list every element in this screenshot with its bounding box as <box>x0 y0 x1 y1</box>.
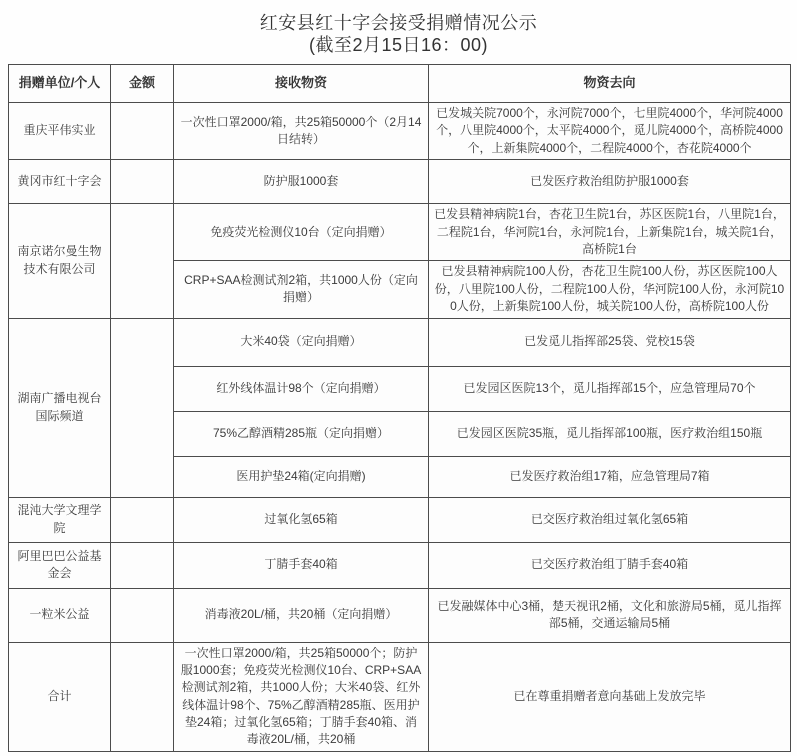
header-destination: 物资去向 <box>429 64 791 102</box>
destination-cell: 已发城关院7000个，永河院7000个，七里院4000个，华河院4000个，八里院4000个，太平院4000个，觅儿院4000个，高桥院4000个，上新集院4000个，二程院4000个，杏花院4000个 <box>429 102 791 159</box>
table-header <box>9 64 791 102</box>
header-amount: 金额 <box>111 64 174 102</box>
table-row <box>9 318 791 366</box>
materials-cell: CRP+SAA检测试剂2箱，共1000人份（定向捐赠） <box>174 261 429 318</box>
amount-cell <box>111 642 174 751</box>
amount-cell <box>111 542 174 588</box>
donor-cell: 重庆平伟实业 <box>9 102 111 159</box>
donor-cell: 湖南广播电视台国际频道 <box>9 318 111 497</box>
amount-cell <box>111 204 174 318</box>
destination-cell: 已发医疗救治组防护服1000套 <box>429 160 791 204</box>
amount-cell <box>111 318 174 497</box>
materials-cell: 医用护垫24箱(定向捐赠) <box>174 456 429 497</box>
amount-cell <box>111 102 174 159</box>
page-title: 红安县红十字会接受捐赠情况公示 <box>259 13 538 33</box>
materials-cell: 红外线体温计98个（定向捐赠） <box>174 366 429 411</box>
table-row <box>9 497 791 542</box>
destination-cell: 已发县精神病院100人份，杏花卫生院100人份，苏区医院100人份，八里院100人份，二程院100人份，华河院100人份，永河院100人份，上新集院100人份，城关院100人份，高桥院100人份 <box>429 261 791 318</box>
materials-cell: 75%乙醇酒精285瓶（定向捐赠） <box>174 411 429 456</box>
destination-cell: 已交医疗救治组过氧化氢65箱 <box>429 497 791 542</box>
donation-table <box>8 64 791 752</box>
destination-cell: 已在尊重捐赠者意向基础上发放完毕 <box>429 642 791 751</box>
table-row <box>9 204 791 261</box>
donor-cell: 混沌大学文理学院 <box>9 497 111 542</box>
amount-cell <box>111 588 174 642</box>
header-materials: 接收物资 <box>174 64 429 102</box>
materials-cell: 消毒液20L/桶，共20桶（定向捐赠） <box>174 588 429 642</box>
donor-cell: 南京诺尔曼生物技术有限公司 <box>9 204 111 318</box>
title-block <box>0 0 797 57</box>
destination-cell: 已交医疗救治组丁腈手套40箱 <box>429 542 791 588</box>
donor-cell: 阿里巴巴公益基金会 <box>9 542 111 588</box>
destination-cell: 已发县精神病院1台，杏花卫生院1台，苏区医院1台，八里院1台，二程院1台，华河院1台，永河院1台，上新集院1台，城关院1台，高桥院1台 <box>429 204 791 261</box>
materials-cell: 免疫荧光检测仪10台（定向捐赠） <box>174 204 429 261</box>
table-row <box>9 102 791 159</box>
donor-cell: 合计 <box>9 642 111 751</box>
table-row <box>9 642 791 751</box>
donation-table-body <box>9 102 791 751</box>
table-row <box>9 160 791 204</box>
destination-cell: 已发园区医院13个，觅儿指挥部15个，应急管理局70个 <box>429 366 791 411</box>
page-subtitle: (截至2月15日16：00) <box>308 35 489 56</box>
materials-cell: 一次性口罩2000/箱，共25箱50000个；防护服1000套；免疫荧光检测仪10台、CRP+SAA检测试剂2箱，共1000人份；大米40袋、红外线体温计98个、75%乙醇酒精285瓶、医用护垫24箱；过氧化氢65箱；丁腈手套40箱、消毒液20L/桶，共20桶 <box>174 642 429 751</box>
header-donor: 捐赠单位/个人 <box>9 64 111 102</box>
donor-cell: 一粒米公益 <box>9 588 111 642</box>
materials-cell: 过氧化氢65箱 <box>174 497 429 542</box>
destination-cell: 已发觅儿指挥部25袋、党校15袋 <box>429 318 791 366</box>
table-row <box>9 588 791 642</box>
amount-cell <box>111 497 174 542</box>
destination-cell: 已发医疗救治组17箱，应急管理局7箱 <box>429 456 791 497</box>
header-row <box>9 64 791 102</box>
amount-cell <box>111 160 174 204</box>
materials-cell: 大米40袋（定向捐赠） <box>174 318 429 366</box>
materials-cell: 丁腈手套40箱 <box>174 542 429 588</box>
table-row <box>9 542 791 588</box>
donor-cell: 黄冈市红十字会 <box>9 160 111 204</box>
destination-cell: 已发融媒体中心3桶，楚天视讯2桶，文化和旅游局5桶，觅儿指挥部5桶，交通运输局5桶 <box>429 588 791 642</box>
materials-cell: 一次性口罩2000/箱，共25箱50000个（2月14日结转） <box>174 102 429 159</box>
materials-cell: 防护服1000套 <box>174 160 429 204</box>
destination-cell: 已发园区医院35瓶，觅儿指挥部100瓶，医疗救治组150瓶 <box>429 411 791 456</box>
